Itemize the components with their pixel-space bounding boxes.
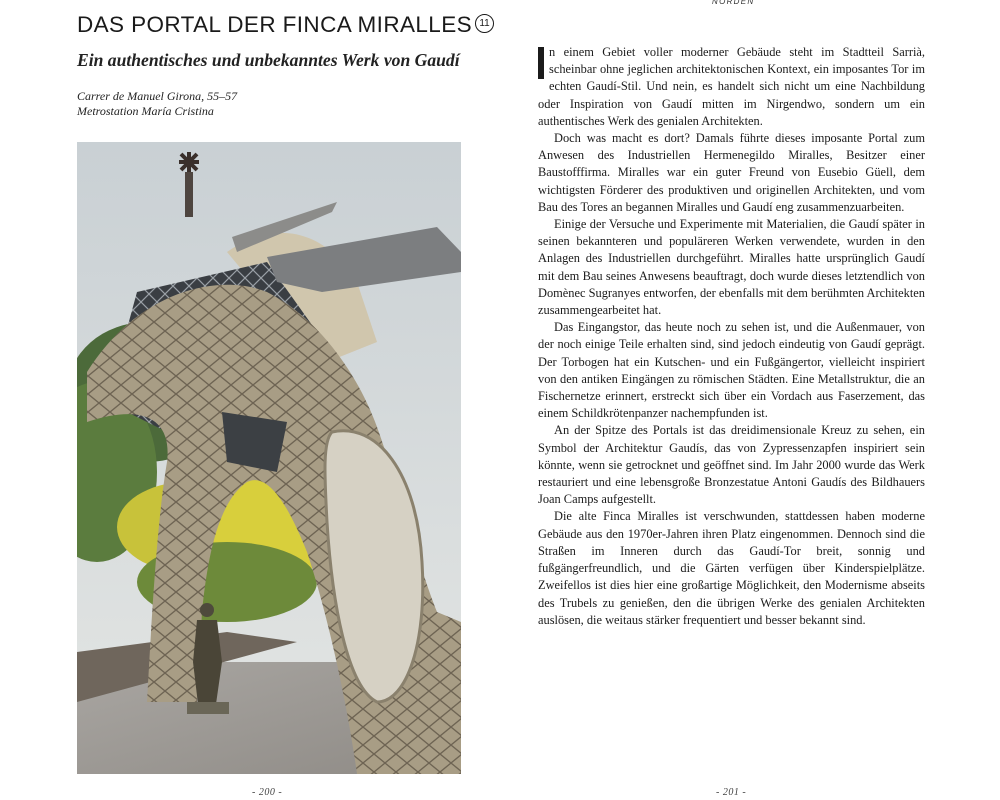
article-subtitle: Ein authentisches und unbekanntes Werk von Gaudí — [77, 50, 460, 70]
drop-cap-i — [538, 47, 544, 79]
address-block — [77, 89, 237, 118]
paragraph: Die alte Finca Miralles ist verschwunden, stattdessen haben moderne Gebäude aus den 1970er-Jahren ihren Platz eingenommen. Dennoch sind die Straßen im Inneren durch das Gaudí-Tor breit, sonnig und fußgängerfreundlich, und die Gärten verfügen über Kinderspielplätze. Zweifellos ist dies hier eine großartige Möglichkeit, den Modernisme abseits des Trubels zu genießen, den die übrigen Werke des genialen Architekten auslösen, die weitaus stärker frequentiert und besser bekannt sind. — [538, 509, 925, 627]
paragraph — [538, 44, 925, 130]
right-page — [500, 0, 1000, 800]
article-number-badge: 11 — [475, 14, 494, 33]
article-title-text: DAS PORTAL DER FINCA MIRALLES — [77, 12, 473, 37]
paragraph: An der Spitze des Portals ist das dreidimensionale Kreuz zu sehen, ein Symbol der Architektur Gaudís, das von Zypressenzapfen inspiriert sein könnte, wenn sie getrocknet und geöffnet sind. Im Jahr 2000 wurde das Werk restauriert und eine lebensgroße Bronzestatue Antoni Gaudís des Bildhauers Joan Camps aufgestellt. — [538, 423, 925, 507]
page-number-left: - 200 - — [252, 787, 283, 798]
address-street: Carrer de Manuel Girona, 55–57 — [77, 89, 238, 103]
article-body — [538, 44, 925, 629]
paragraph-text: n einem Gebiet voller moderner Gebäude steht im Stadtteil Sarrià, scheinbar ohne jeglichen architektonischen Kontext, ein imposantes Tor im echten Gaudí-Stil. Und nein, es handelt sich nicht um eine Nachbildung oder Inspiration von Gaudí mitten im Nirgendwo, sondern um ein authentisches Werk des genialen Architekten. — [538, 45, 925, 128]
paragraph: Einige der Versuche und Experimente mit Materialien, die Gaudí später in seinen bekannteren und populäreren Werken verwendete, wurden in den Anlagen des Industriellen durchgeführt. Miralles hatte ursprünglich Gaudí mit dem Bau seines Anwesens beauftragt, doch wurde dieses letztendlich von Domènec Sugranyes entworfen, der ebenfalls mit dem berühmten Architekten zusammengearbeitet hat. — [538, 217, 925, 318]
section-label: NORDEN — [712, 0, 755, 6]
paragraph: Das Eingangstor, das heute noch zu sehen ist, und die Außenmauer, von der noch einige Teile erhalten sind, sind jedoch eindeutig von Gaudí geprägt. Der Torbogen hat ein Kutschen- und ein Fußgängertor, vielleicht inspiriert von den antiken Eingängen zu römischen Städten. Eine Metallstruktur, die an Fischernetze erinnert, erstreckt sich über ein Vordach aus Faserzement, das einem Schildkrötenpanzer nachempfunden ist. — [538, 320, 925, 421]
page-number-right: - 201 - — [716, 787, 747, 798]
address-metro: Metrostation María Cristina — [77, 103, 214, 118]
gate-photo — [77, 142, 461, 774]
article-title — [77, 12, 494, 38]
paragraph: Doch was macht es dort? Damals führte dieses imposante Portal zum Anwesen des Industriellen Hermenegildo Miralles, Besitzer einer Baustofffirma. Miralles war ein guter Freund von Eusebio Güell, dem wichtigsten Förderer des produktiven und originellen Architekten, und vom Bau des Tores an begannen Miralles und Gaudí eng zusammenzuarbeiten. — [538, 131, 925, 214]
